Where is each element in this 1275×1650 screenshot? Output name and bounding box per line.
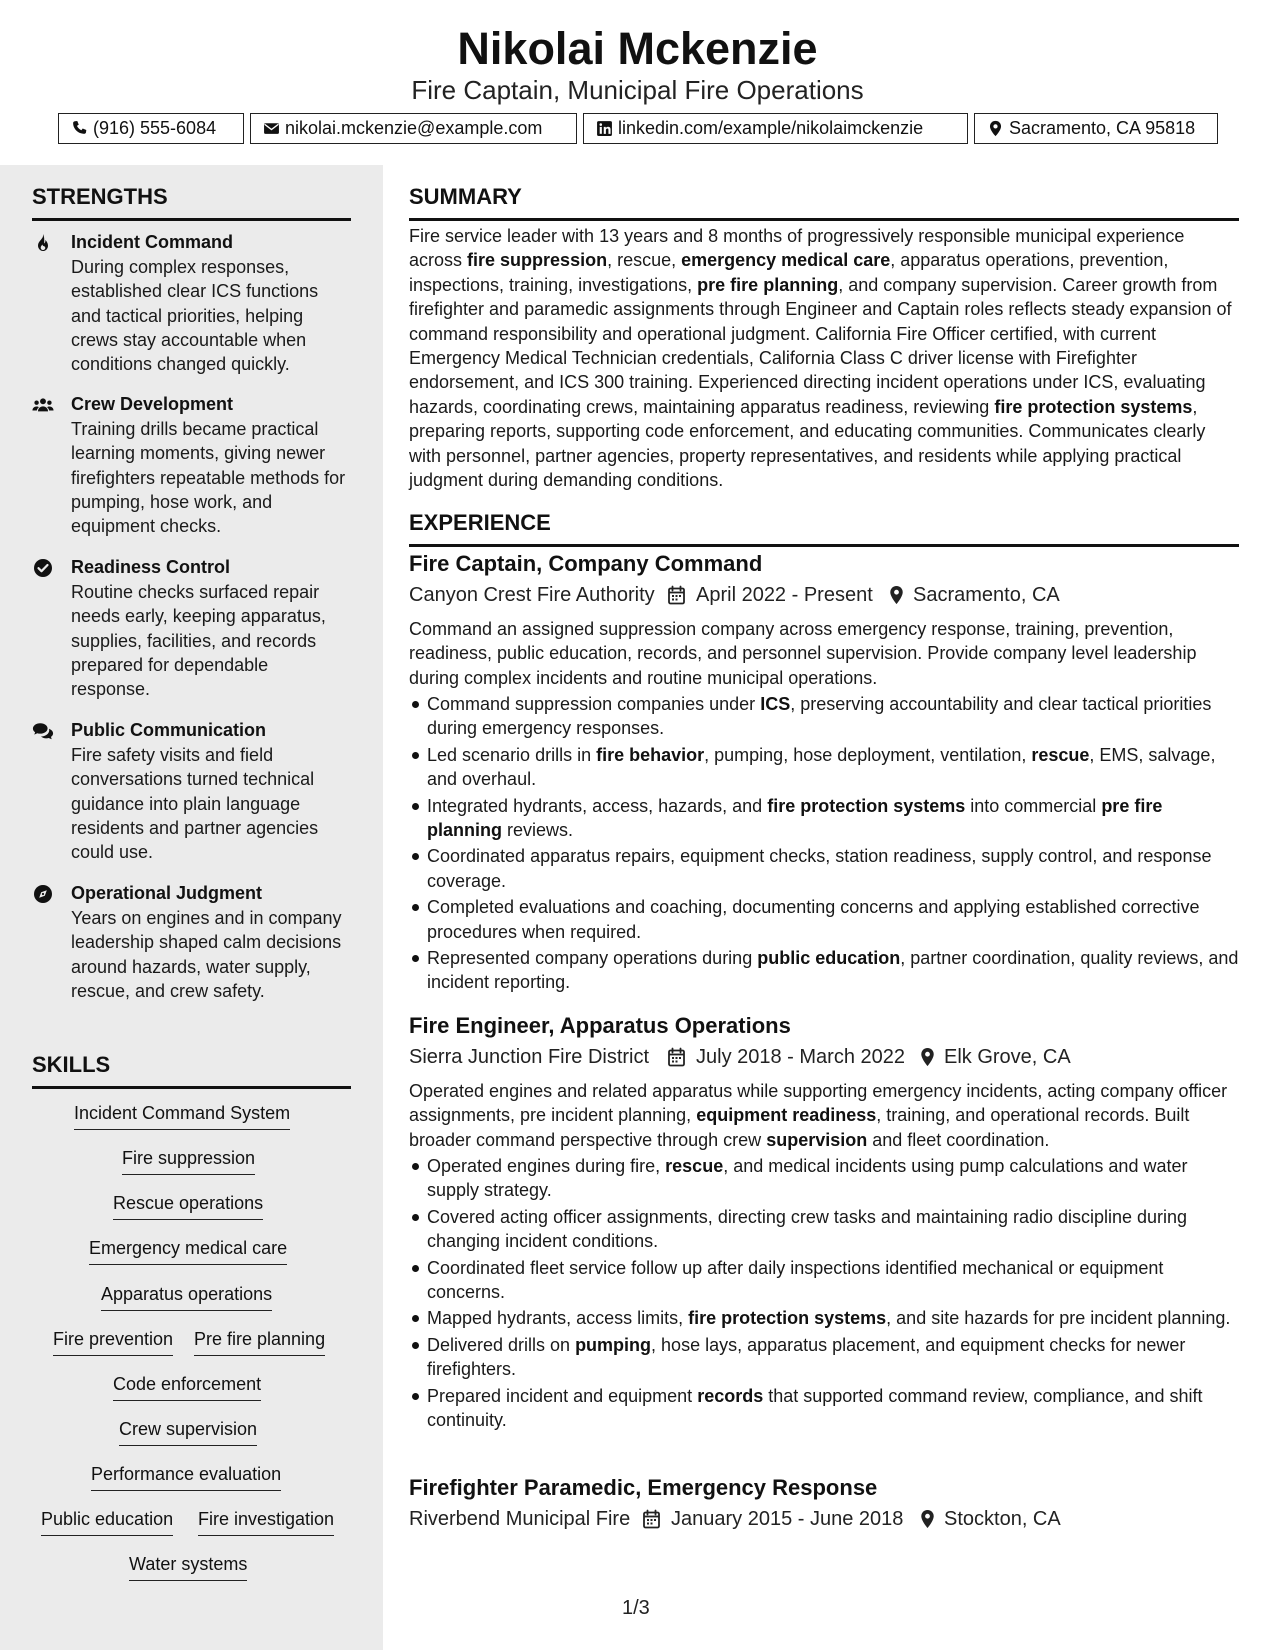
- skill-tag: Water systems: [129, 1552, 247, 1581]
- job-dates: July 2018 - March 2022: [696, 1046, 906, 1068]
- strength-name: Readiness Control: [71, 557, 231, 577]
- job-employer: Riverbend Municipal Fire: [409, 1508, 631, 1530]
- emphasis-text: pre fire planning: [697, 274, 839, 295]
- text-run: , training, and operational records. Built broader command perspective through crew: [409, 1105, 1190, 1150]
- text-run: , rescue,: [607, 250, 682, 271]
- text-run: reviews.: [502, 820, 574, 841]
- compass-icon: [32, 884, 54, 904]
- email-text: nikolai.mckenzie@example.com: [285, 118, 543, 138]
- skill-tag: Incident Command System: [74, 1101, 290, 1130]
- skill-tag: Apparatus operations: [101, 1282, 272, 1311]
- emphasis-text: equipment readiness: [696, 1105, 877, 1126]
- text-run: , partner coordination, quality reviews, and incident reporting.: [427, 948, 1239, 993]
- job-title: Firefighter Paramedic, Emergency Response: [409, 1475, 878, 1500]
- emphasis-text: rescue: [665, 1156, 724, 1176]
- text-run: Command suppression companies under: [427, 694, 761, 714]
- bullet-item: [409, 743, 1239, 792]
- map-marker-icon: [987, 120, 1004, 137]
- emphasis-text: emergency medical care: [681, 250, 891, 271]
- linkedin-text: linkedin.com/example/nikolaimckenzie: [618, 118, 924, 138]
- bullet-item: [409, 1256, 1239, 1305]
- skill-tag: Public education: [41, 1507, 173, 1536]
- skill-tag: Fire suppression: [122, 1146, 255, 1175]
- strength-name: Incident Command: [71, 232, 234, 252]
- text-run: Fire service leader with 13 years and 8 months of progressively responsible municipal experience across: [409, 226, 1185, 271]
- job-title: Fire Captain, Company Command: [409, 551, 763, 576]
- strength-desc: Years on engines and in company leadership shaped calm decisions around hazards, water supply, rescue, and crew safety.: [71, 908, 342, 1001]
- text-run: Command an assigned suppression company across emergency response, training, prevention, readiness, public education, records, and personnel supervision. Provide company level leadership during complex incidents and routine municipal operations.: [409, 619, 1197, 688]
- experience-heading: EXPERIENCE: [409, 509, 1239, 547]
- job-location: Elk Grove, CA: [944, 1046, 1071, 1068]
- text-run: Mapped hydrants, access limits,: [427, 1308, 689, 1329]
- contact-phone[interactable]: [58, 113, 244, 144]
- map-marker-icon: [887, 585, 906, 605]
- skill-tag: Emergency medical care: [89, 1236, 287, 1265]
- users-icon: [32, 395, 54, 415]
- bullet-item: [409, 844, 1239, 893]
- skill-tag: Crew supervision: [119, 1417, 257, 1446]
- text-run: Integrated hydrants, access, hazards, and: [427, 795, 768, 816]
- map-marker-icon: [918, 1509, 937, 1529]
- emphasis-text: fire suppression: [467, 250, 608, 271]
- bullet-item: [409, 1333, 1239, 1382]
- text-run: Prepared incident and equipment: [427, 1385, 698, 1406]
- candidate-name: Nikolai Mckenzie: [457, 23, 818, 74]
- job-employer: Sierra Junction Fire District: [409, 1046, 650, 1068]
- bullet-item: [409, 1306, 1239, 1330]
- job-dates: April 2022 - Present: [696, 584, 873, 606]
- text-run: and fleet coordination.: [867, 1129, 1050, 1150]
- calendar-icon: [642, 1509, 661, 1529]
- skill-tag: Rescue operations: [113, 1191, 263, 1220]
- bullet-item: [409, 895, 1239, 944]
- map-marker-icon: [918, 1047, 937, 1067]
- text-run: , and medical incidents using pump calculations and water supply strategy.: [427, 1156, 1188, 1201]
- job-description: [409, 617, 1239, 690]
- bullet-item: [409, 1205, 1239, 1254]
- text-run: into commercial: [965, 795, 1102, 816]
- summary-heading: SUMMARY: [409, 183, 1239, 221]
- location-text: Sacramento, CA 95818: [1009, 118, 1196, 138]
- envelope-icon: [263, 120, 280, 137]
- phone-icon: [71, 120, 88, 137]
- bullet-item: [409, 1384, 1239, 1433]
- text-run: Delivered drills on: [427, 1334, 576, 1355]
- contact-location: [974, 113, 1218, 144]
- strength-desc: Fire safety visits and field conversations turned technical guidance into plain language residents and partner agencies could use.: [71, 745, 319, 863]
- fire-icon: [32, 233, 54, 253]
- text-run: , preserving accountability and clear tactical priorities during emergency responses.: [427, 694, 1212, 739]
- job-title: Fire Engineer, Apparatus Operations: [409, 1013, 791, 1038]
- comments-icon: [32, 721, 54, 741]
- text-run: Represented company operations during: [427, 948, 758, 969]
- strength-name: Operational Judgment: [71, 883, 263, 903]
- job-location: Stockton, CA: [944, 1508, 1061, 1530]
- strength-name: Public Communication: [71, 720, 267, 740]
- emphasis-text: fire protection systems: [688, 1308, 887, 1329]
- text-run: , and site hazards for pre incident planning.: [886, 1308, 1231, 1329]
- emphasis-text: pumping: [575, 1334, 652, 1355]
- job-meta: [409, 1506, 1239, 1532]
- contact-linkedin[interactable]: [583, 113, 968, 144]
- strength-desc: During complex responses, established clear ICS functions and tactical priorities, helping crews stay accountable when conditions changed quickly.: [71, 257, 319, 375]
- emphasis-text: records: [697, 1385, 764, 1406]
- text-run: , EMS, salvage, and overhaul.: [427, 744, 1216, 790]
- skill-tag: Code enforcement: [113, 1372, 261, 1401]
- text-run: Completed evaluations and coaching, documenting concerns and applying established corrective procedures when required.: [427, 897, 1200, 942]
- candidate-title: Fire Captain, Municipal Fire Operations: [411, 75, 864, 105]
- job-employer: Canyon Crest Fire Authority: [409, 584, 655, 606]
- bullet-item: [409, 794, 1239, 843]
- resume-header: [0, 0, 1275, 165]
- job-bullets: [409, 692, 1239, 997]
- bullet-item: [409, 946, 1239, 995]
- text-run: Covered acting officer assignments, directing crew tasks and maintaining radio discipline during changing incident conditions.: [427, 1206, 1188, 1252]
- skill-tag: Fire investigation: [198, 1507, 334, 1536]
- emphasis-text: fire protection systems: [767, 795, 966, 816]
- emphasis-text: supervision: [766, 1129, 868, 1150]
- strength-desc: Training drills became practical learning moments, giving newer firefighters repeatable methods for pumping, hose work, and equipment checks.: [71, 419, 346, 537]
- emphasis-text: rescue: [1031, 744, 1090, 765]
- job-description: [409, 1079, 1239, 1152]
- contact-email[interactable]: [250, 113, 577, 144]
- text-run: , preparing reports, supporting code enforcement, and educating communities. Communicates clearly with personnel, partner agencies, property representatives, and residents while applying practical judgment during demanding conditions.: [409, 396, 1206, 491]
- calendar-icon: [667, 585, 686, 605]
- job-dates: January 2015 - June 2018: [671, 1508, 904, 1530]
- job-bullets: [409, 1154, 1239, 1434]
- emphasis-text: fire behavior: [596, 744, 705, 765]
- skill-tag: Pre fire planning: [194, 1327, 325, 1356]
- strengths-heading: STRENGTHS: [32, 183, 351, 221]
- page-number: 1/3: [622, 1597, 650, 1619]
- text-run: Led scenario drills in: [427, 744, 597, 765]
- job-meta: [409, 1044, 1239, 1070]
- text-run: Coordinated fleet service follow up after daily inspections identified mechanical or equipment concerns.: [427, 1257, 1164, 1303]
- emphasis-text: fire protection systems: [994, 396, 1193, 417]
- emphasis-text: public education: [757, 948, 901, 969]
- skills-heading: SKILLS: [32, 1051, 351, 1089]
- contact-bar: [0, 113, 1275, 145]
- emphasis-text: ICS: [760, 694, 791, 714]
- linkedin-icon: [596, 120, 613, 137]
- job-location: Sacramento, CA: [913, 584, 1060, 606]
- text-run: , pumping, hose deployment, ventilation,: [704, 744, 1032, 765]
- text-run: Coordinated apparatus repairs, equipment checks, station readiness, supply control, and response coverage.: [427, 846, 1212, 891]
- summary-text: [409, 224, 1239, 492]
- text-run: that supported command review, compliance, and shift continuity.: [427, 1385, 1203, 1431]
- text-run: , and company supervision. Career growth from firefighter and paramedic assignments through Engineer and Captain roles reflects steady expansion of command responsibility and operational judgment. California Fire Officer certified, with current Emergency Medical Technician credentials, California Class C driver license with Firefighter endorsement, and ICS 300 training. Experienced directing incident operations under ICS, evaluating hazards, coordinating crews, maintaining apparatus readiness, reviewing: [409, 274, 1232, 417]
- bullet-item: [409, 692, 1239, 741]
- strength-desc: Routine checks surfaced repair needs early, keeping apparatus, supplies, facilities, and records prepared for dependable response.: [71, 582, 326, 700]
- strength-name: Crew Development: [71, 394, 234, 414]
- skill-tag: Fire prevention: [53, 1327, 173, 1356]
- text-run: Operated engines and related apparatus while supporting emergency incidents, acting company officer assignments, pre incident planning,: [409, 1081, 1228, 1126]
- bullet-item: [409, 1154, 1239, 1203]
- job-meta: [409, 582, 1239, 608]
- check-circle-icon: [32, 558, 54, 578]
- text-run: , apparatus operations, prevention, inspections, training, investigations,: [409, 250, 1169, 295]
- calendar-icon: [667, 1047, 686, 1067]
- text-run: Operated engines during fire,: [427, 1156, 666, 1176]
- text-run: , hose lays, apparatus placement, and equipment checks for newer firefighters.: [427, 1334, 1186, 1380]
- emphasis-text: pre fire planning: [427, 795, 1163, 841]
- phone-text: (916) 555-6084: [93, 118, 217, 138]
- skill-tag: Performance evaluation: [91, 1462, 281, 1491]
